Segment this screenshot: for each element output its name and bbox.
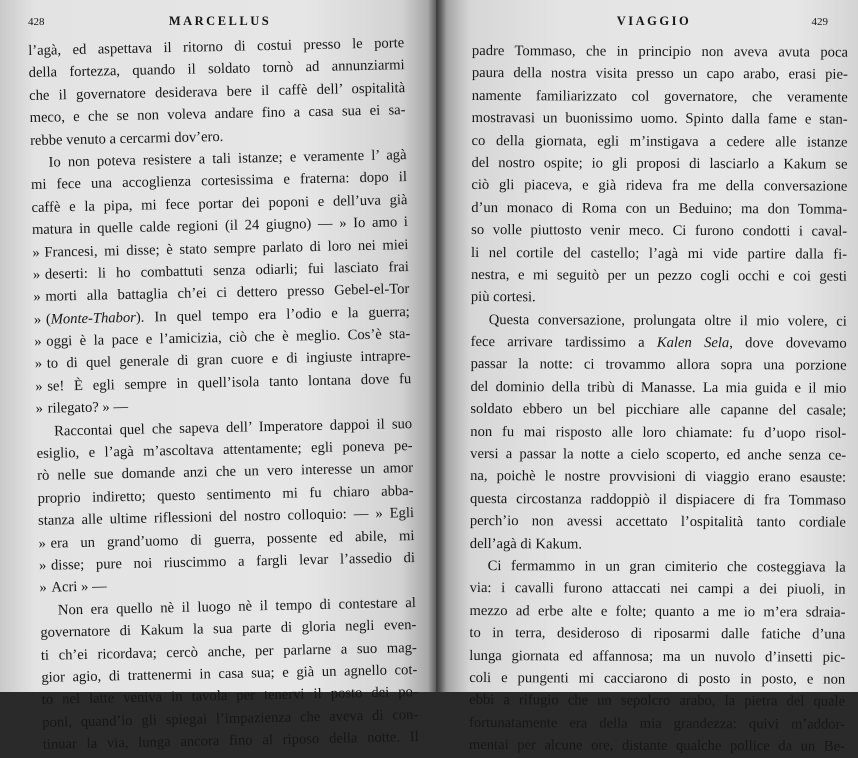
right-page-number: 429 <box>811 16 828 28</box>
text-line: » deserti: li ho combattuti senza odiarli; fui lasciato frai <box>33 256 409 286</box>
text-line: del nostro ospite; io gli proposi di lasciarlo a Kakum se <box>471 154 848 173</box>
text-line: Io non poteva resistere a tali istanze; e veramente l’ agà <box>48 147 407 171</box>
text-line: to in terra, desideroso di riposarmi dalle fatiche d’una <box>469 625 846 643</box>
book-gutter-shadow <box>428 0 446 692</box>
text-line: l’agà, ed aspettava il ritorno di costui presso le porte <box>28 35 405 59</box>
quote-mark: » <box>34 333 42 351</box>
text-line: mi fece una accoglienza cortesissima e fraterna: dopo il <box>30 169 408 194</box>
text-line: gior agio, di trattenermi in casa sua; e già un agnello cot- <box>41 661 418 686</box>
quote-mark: » <box>39 580 47 597</box>
text-line: » Francesi, mi disse; è stato sempre parlato di loro nei miei <box>32 234 408 264</box>
left-page-header <box>28 12 412 34</box>
text-line: » se! È egli sempre in quell’isola tanto lontana dove fu <box>35 368 411 398</box>
text-line: ciò gli piaceva, e già rideva fra me della conversazione <box>471 177 848 195</box>
text-line: li nel cortile del castello; l’agà mi vide partire dalla fi- <box>471 244 848 263</box>
text-line: Non era quello nè il luogo nè il tempo di contestare al <box>57 594 417 619</box>
text-line: mentai per alcune ore, distante qualche pollice da un Be- <box>468 737 845 755</box>
text-line: fortunatamente era della mia grandezza: quivi m’addor- <box>468 714 846 733</box>
text-line: Questa conversazione, prolungata oltre il mio volere, ci <box>488 311 847 330</box>
text-line: ebbi a rifugio che un sepolcro arabo, la pietra del quale <box>469 692 846 710</box>
text-line: caffè e la pipa, mi fece portar dei poponi e dell’uva già <box>31 191 408 216</box>
italic-term: Kalen Sela <box>656 334 730 352</box>
text-line: d’un monaco di Roma con un Beduino; ma don Tomma- <box>471 199 848 218</box>
text-line: coli e pungenti mi cacciarono di posto in posto, e non <box>469 669 846 688</box>
quote-mark: » <box>33 311 42 328</box>
left-running-title: MARCELLUS <box>168 14 272 28</box>
text-line: questa circostanza raddoppiò il dispiacere di fra Tommaso <box>469 490 847 509</box>
text-line: meco, e che se non voleva andare fino a casa sua ei sa- <box>29 102 406 127</box>
text-line: » oggi è la pace e l’amicizia, ciò che è meglio. Cos’è sta- <box>34 323 410 353</box>
text-line: non fu mai risposto alle loro chiamate: fu d’uopo risol- <box>470 423 847 442</box>
text-line: » era un grand’uomo di guerra, possente ed abile, mi <box>38 525 414 555</box>
text-line: ti ch’ei ricordava; cercò anche, per parlarne a suo mag- <box>40 639 417 664</box>
text-line: della fortezza, quando il soldato tornò ad annunziarmi <box>28 57 405 82</box>
text-line: matura in quelle calde regioni (il 24 giugno) — » Io amo i <box>31 214 409 239</box>
italic-term: Monte-Thabor <box>50 309 137 328</box>
text-line: versi a passar la notte a cielo scoperto, ed anche senza ce- <box>470 446 847 464</box>
left-page-body <box>28 32 419 756</box>
text-line: » (Monte-Thabor). In quel tempo era l’odio e la guerra; <box>34 301 410 331</box>
text-line: passar la notte: ci trovammo allora sopra una porzione <box>470 356 847 375</box>
text-line: paura della nostra visita presso un capo arabo, erasi pie- <box>471 65 848 84</box>
text-line: poni, quand’io gli spiegai l’impazienza che aveva di con- <box>42 706 419 731</box>
text-line: stanza alle ultime riflessioni del nostro colloquio: — » Egli <box>37 505 415 530</box>
text-line: so volle piuttosto venir meco. Ci furono condotti i caval- <box>471 222 848 240</box>
quote-mark: » <box>32 266 41 283</box>
text-line: padre Tommaso, che in principio non aveva avuta poca <box>471 42 848 61</box>
text-line: nestra, e mi seguitò per un pezzo cogli occhi e coi gesti <box>470 266 848 285</box>
text-line: » morti alla battaglia ch’ei ci dettero presso Gebel-el-Tor <box>33 278 409 308</box>
quote-mark: » <box>35 401 44 418</box>
text-line: mostravasi un buonissimo uomo. Spinto dalla fame e stan- <box>471 110 848 128</box>
text-line: lunga giornata ed affannosa; ma un nuvolo d’insetti pic- <box>469 647 846 666</box>
text-line: esiglio, e l’agà m’ascoltava attentamente; egli poneva pe- <box>36 438 413 462</box>
text-line: » to di quel generale di gran cuore e di ingiuste intrapre- <box>35 346 411 376</box>
quote-mark: » <box>33 289 41 306</box>
text-line: governatore di Kakum la sua parte di gloria negli even- <box>40 617 417 642</box>
text-line: mezzo ad erbe alte e folte; quanto a me io m’era sdraia- <box>469 602 846 621</box>
text-line: Raccontai quel che sapeva dell’ Imperatore dappoi il suo <box>54 415 413 440</box>
text-line: rebbe venuto a cercarmi dov’ero. <box>29 128 224 149</box>
quote-mark: » <box>35 378 43 395</box>
text-line: più cortesi. <box>470 289 536 306</box>
text-line: che il governatore desiderava bere il caffè dell’ ospitalità <box>29 79 406 104</box>
text-line: soldato ebbero un bel picchiare alle capanne del casale; <box>470 401 847 419</box>
text-line: fece arrivare tardissimo a Kalen Sela, dove dovevamo <box>470 334 847 352</box>
text-line: dell’agà di Kakum. <box>469 535 583 553</box>
text-line: rò nelle sue domande anzi che un vero interesse un amor <box>36 460 414 485</box>
text-line: to nel latte veniva in tavola per tenervi il posto dei po- <box>41 684 418 709</box>
text-line: del dominio della tribù di Manasse. La mia guida e il mio <box>470 378 847 397</box>
right-page-header <box>474 12 834 34</box>
text-line: tinuar la via, lunga ancora fino al riposo della notte. Il <box>42 729 419 753</box>
text-line: co della giornata, egli m’instigava a cedere alle istanze <box>471 132 848 151</box>
quote-mark: » <box>38 535 47 552</box>
text-line: » rilegato? » — <box>36 390 412 420</box>
text-line: proprio indiretto; questo sentimento mi fu chiaro abba- <box>37 482 414 507</box>
right-page-body <box>469 40 848 758</box>
quote-mark: » <box>32 244 40 261</box>
text-line: na, poichè le nostre provvisioni di viaggio erano esauste: <box>470 468 847 487</box>
right-running-title: VIAGGIO <box>616 14 692 28</box>
right-page <box>436 0 858 755</box>
left-page-number: 428 <box>28 16 45 28</box>
text-line: Ci fermammo in un gran cimiterio che costeggiava la <box>487 558 846 576</box>
quote-mark: » <box>34 356 43 373</box>
text-line: via: i cavalli furono attaccati nei campi a dei piuoli, in <box>469 580 846 599</box>
text-line: perch’io non avessi accettato l’ospitalità tanto cordiale <box>469 513 846 531</box>
text-line: » Acri » — <box>39 569 415 599</box>
quote-mark: » <box>38 557 47 574</box>
text-line: » disse; pure noi riuscimmo a fargli levar l’assedio di <box>39 547 415 577</box>
text-line: namente familiarizzato col governatore, che veramente <box>471 87 848 106</box>
